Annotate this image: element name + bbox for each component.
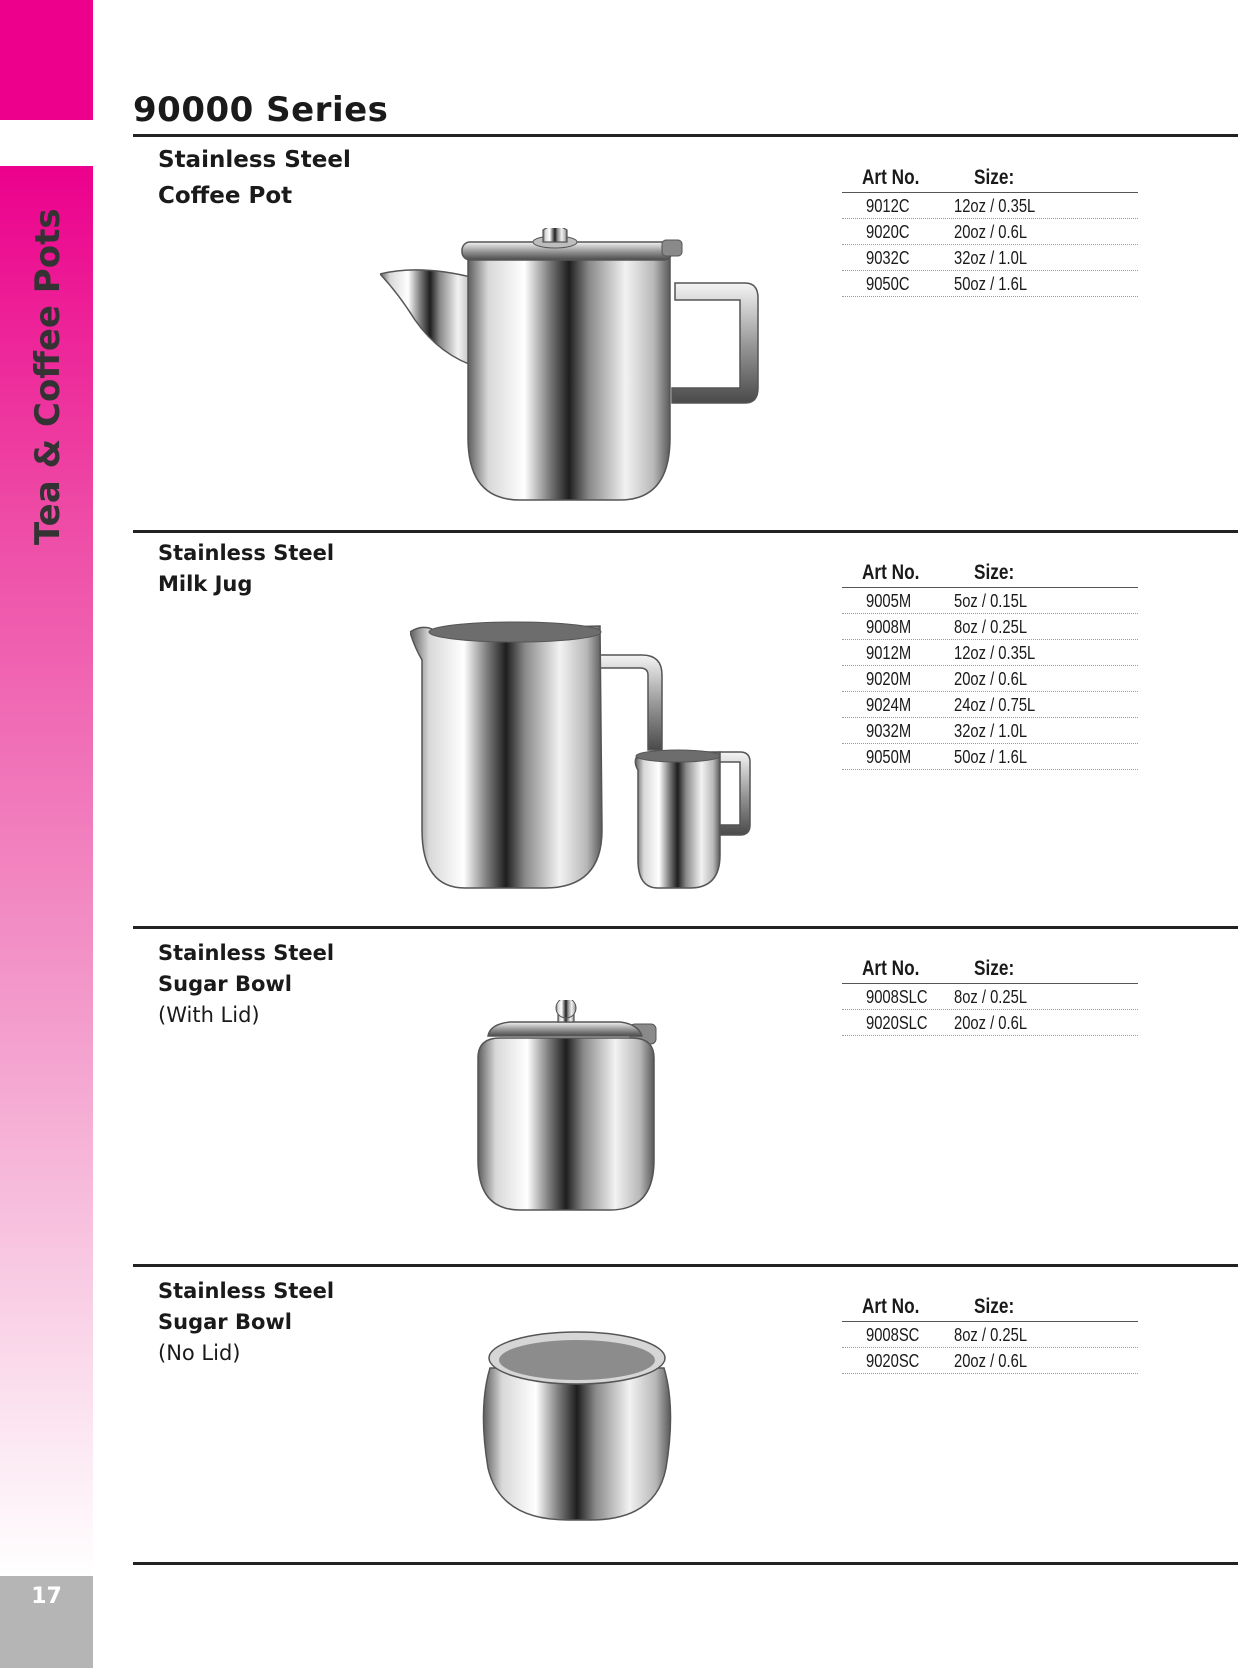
size-cell: 32oz / 1.0L (954, 248, 1028, 268)
art-no-cell: 9032M (866, 721, 912, 741)
rule-2 (133, 926, 1238, 929)
sugar-bowl-lid-title-line3: (With Lid) (158, 1003, 260, 1027)
table-row (842, 220, 1138, 245)
table-row (842, 194, 1138, 219)
table-row (842, 641, 1138, 666)
size-cell: 8oz / 0.25L (954, 1325, 1028, 1345)
table-row (842, 985, 1138, 1010)
art-no-cell: 9008M (866, 617, 912, 637)
size-header: Size: (974, 561, 1015, 584)
sugar-bowl-lid-title-line1: Stainless Steel (158, 941, 335, 965)
sugar-bowl-lid-image (470, 1000, 690, 1215)
art-no-cell: 9050M (866, 747, 912, 767)
size-cell: 8oz / 0.25L (954, 987, 1028, 1007)
size-cell: 50oz / 1.6L (954, 274, 1028, 294)
sugar-bowl-nolid-spec-table (842, 1285, 1138, 1374)
art-no-header: Art No. (862, 166, 920, 189)
spec-header-row (842, 1285, 1138, 1322)
milk-jug-title-line2: Milk Jug (158, 572, 253, 596)
spec-header-row (842, 551, 1138, 588)
coffee-pot-spec-table (842, 156, 1138, 297)
size-cell: 8oz / 0.25L (954, 617, 1028, 637)
art-no-header: Art No. (862, 561, 920, 584)
size-cell: 20oz / 0.6L (954, 1351, 1028, 1371)
sugar-bowl-nolid-title-line2: Sugar Bowl (158, 1310, 292, 1334)
art-no-cell: 9020C (866, 222, 910, 242)
rule-1 (133, 530, 1238, 533)
milk-jug-title (158, 538, 334, 600)
art-no-cell: 9012M (866, 643, 912, 663)
table-row (842, 719, 1138, 744)
sugar-bowl-lid-spec-table (842, 947, 1138, 1036)
table-row (842, 667, 1138, 692)
art-no-cell: 9032C (866, 248, 910, 268)
table-row (842, 745, 1138, 770)
size-cell: 5oz / 0.15L (954, 591, 1028, 611)
size-header: Size: (974, 166, 1015, 189)
spec-header-row (842, 947, 1138, 984)
spec-header-row (842, 156, 1138, 193)
table-row (842, 1323, 1138, 1348)
rule-3 (133, 1264, 1238, 1267)
size-cell: 20oz / 0.6L (954, 669, 1028, 689)
art-no-cell: 9020SC (866, 1351, 920, 1371)
sugar-bowl-nolid-title (158, 1276, 334, 1369)
table-row (842, 246, 1138, 271)
art-no-cell: 9024M (866, 695, 912, 715)
table-row (842, 1349, 1138, 1374)
sugar-bowl-nolid-image (478, 1328, 678, 1524)
art-no-cell: 9008SLC (866, 987, 928, 1007)
coffee-pot-image (380, 228, 780, 508)
sugar-bowl-lid-title-line2: Sugar Bowl (158, 972, 292, 996)
milk-jug-image (410, 620, 790, 890)
size-cell: 20oz / 0.6L (954, 1013, 1028, 1033)
sugar-bowl-nolid-title-line1: Stainless Steel (158, 1279, 335, 1303)
milk-jug-spec-table (842, 551, 1138, 770)
art-no-cell: 9050C (866, 274, 910, 294)
table-row (842, 615, 1138, 640)
coffee-pot-title-line2: Coffee Pot (158, 183, 293, 209)
page-number: 17 (31, 1584, 62, 1609)
table-row (842, 272, 1138, 297)
art-no-cell: 9012C (866, 196, 910, 216)
art-no-cell: 9008SC (866, 1325, 920, 1345)
art-no-header: Art No. (862, 957, 920, 980)
art-no-cell: 9020M (866, 669, 912, 689)
sugar-bowl-nolid-title-line3: (No Lid) (158, 1341, 241, 1365)
size-cell: 12oz / 0.35L (954, 643, 1036, 663)
size-cell: 32oz / 1.0L (954, 721, 1028, 741)
series-title: 90000 Series (133, 90, 389, 130)
size-cell: 20oz / 0.6L (954, 222, 1028, 242)
art-no-cell: 9020SLC (866, 1013, 928, 1033)
category-label: Tea & Coffee Pots (28, 208, 68, 545)
art-no-header: Art No. (862, 1295, 920, 1318)
size-cell: 24oz / 0.75L (954, 695, 1036, 715)
table-row (842, 589, 1138, 614)
milk-jug-title-line1: Stainless Steel (158, 541, 335, 565)
size-cell: 50oz / 1.6L (954, 747, 1028, 767)
coffee-pot-title-line1: Stainless Steel (158, 147, 351, 173)
size-cell: 12oz / 0.35L (954, 196, 1036, 216)
coffee-pot-title (158, 142, 351, 214)
table-row (842, 693, 1138, 718)
sugar-bowl-lid-title (158, 938, 334, 1031)
table-row (842, 1011, 1138, 1036)
size-header: Size: (974, 957, 1015, 980)
art-no-cell: 9005M (866, 591, 912, 611)
rule-bottom (133, 1562, 1238, 1565)
rule-top (133, 134, 1238, 137)
size-header: Size: (974, 1295, 1015, 1318)
top-pink-tab (0, 0, 93, 120)
